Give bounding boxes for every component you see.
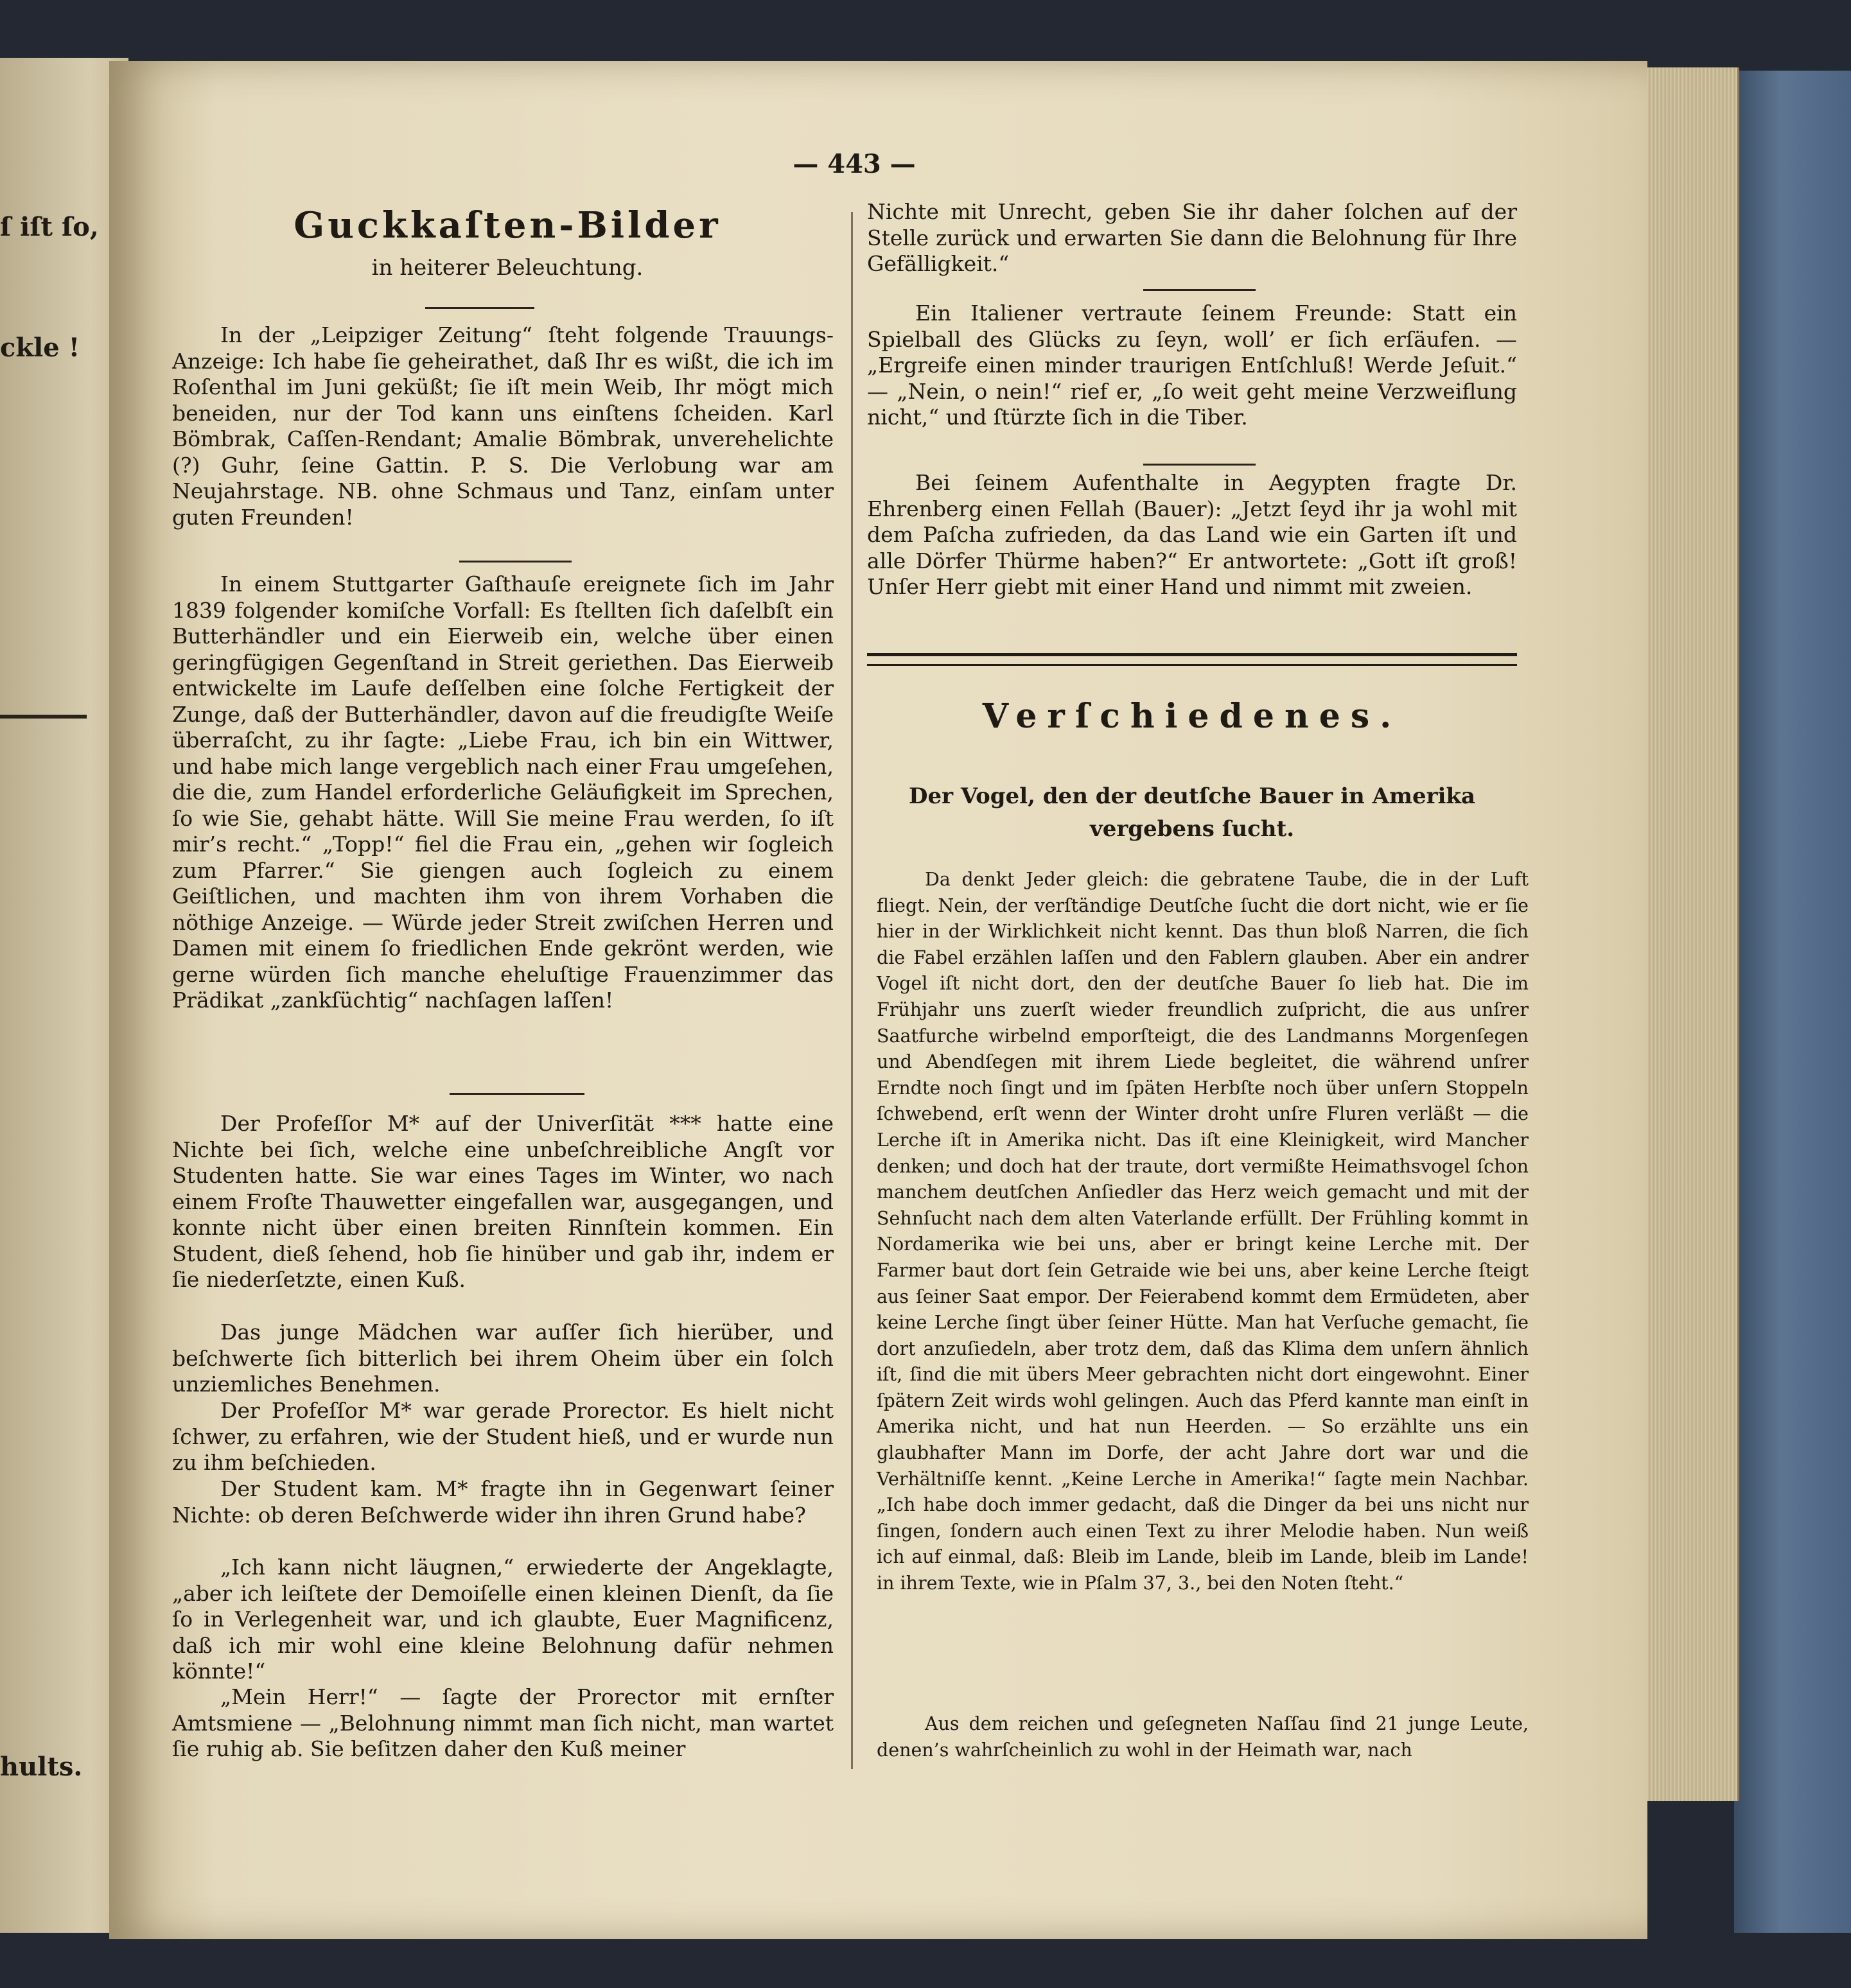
book-cover-edge [1734, 71, 1851, 1933]
article-paragraph: Nichte mit Unrecht, geben Sie ihr daher ſolchen auf der Stelle zurück und erwarten Sie dann die Belohnung für Ihre Gefälligkeit.“ [867, 199, 1517, 276]
separator-rule [425, 307, 534, 309]
previous-page-rule [0, 715, 87, 719]
article-body: Da denkt Jeder gleich: die gebratene Taube, die in der Luft fliegt. Nein, der verſtändige Deutſche ſucht die dort nicht, wie er ſie hier in der Wirklichkeit nicht kennt. Das thun bloß Narren, die ſich die Fabel erzählen laſſen und den Fablern glauben. Aber ein andrer Vogel iſt nicht dort, den der deutſche Bauer ſo lieb hat. Die im Frühjahr uns zuerſt wieder freundlich zuſpricht, die aus unſrer Saatfurche wirbelnd emporſteigt, die des Landmanns Morgenſegen und Abendſegen mit ihrem Liede begleitet, die während unſrer Erndte noch ſingt und im ſpäten Herbſte noch über unſern Stoppeln ſchwebend, erſt wenn der Winter droht unſre Fluren verläßt — die Lerche iſt in Amerika nicht. Das iſt eine Kleinigkeit, wird Mancher denken; und doch hat der traute, dort vermißte Heimathsvogel ſchon manchem deutſchen Anſiedler das Herz weich gemacht und mit der Sehnſucht nach dem alten Vaterlande erfüllt. Der Frühling kommt in Nordamerika wie bei uns, aber er bringt keine Lerche mit. Der Farmer baut dort ſein Getraide wie bei uns, aber keine Lerche ſteigt aus ſeiner Saat empor. Der Feierabend kommt dem Ermüdeten, aber keine Lerche ſingt über ſeiner Hütte. Man hat Verſuche gemacht, ſie dort anzuſiedeln, aber trotz dem, daß das Klima dem unſern ähnlich iſt, ſind die mit übers Meer gebrachten nicht dort eingewohnt. Einer ſpätern Zeit wirds wohl gelingen. Auch das Pferd kannte man einſt in Amerika nicht, und hat nun Heerden. — So erzählte uns ein glaubhafter Mann im Dorfe, der acht Jahre dort war und die Verhältniſſe kennt. „Keine Lerche in Amerika!“ ſagte mein Nachbar. „Ich habe doch immer gedacht, daß die Dinger da bei uns nicht nur ſingen, ſondern auch einen Text zu ihrer Melodie haben. Nun weiß ich auf einmal, daß: Bleib im Lande, bleib im Lande, bleib im Lande! in ihrem Texte, wie in Pſalm 37, 3., bei den Noten ſteht.“ [877, 869, 1529, 1594]
section-double-rule [867, 653, 1517, 666]
article-heading: Der Vogel, den der deutſche Bauer in Amerika vergebens ſucht. [908, 783, 1475, 842]
article-paragraph: Ein Italiener vertraute ſeinem Freunde: Statt ein Spielball des Glücks zu ſeyn, woll’ er ſich erſäufen. — „Ergreife einen minder traurigen Entſchluß! Werde Jeſuit.“ — „Nein, o nein!“ rief er, „ſo weit geht meine Verzweiflung nicht,“ und ſtürzte ſich in die Tiber. [867, 301, 1517, 430]
page-number: — 443 — [793, 149, 916, 179]
article-paragraph: Der Student kam. M* fragte ihn in Gegenwart ſeiner Nichte: ob deren Beſchwerde wider ihn ihren Grund habe? [172, 1476, 834, 1528]
previous-page-fragment: ckle ! [0, 333, 80, 363]
column-divider [851, 212, 853, 1769]
separator-rule [1143, 289, 1256, 291]
previous-page-fragment: ſ iſt ſo, [0, 212, 99, 242]
article-subtitle: in heiterer Beleuchtung. [371, 255, 644, 281]
article-paragraph: Der Profeſſor M* war gerade Prorector. Es hielt nicht ſchwer, zu erfahren, wie der Student hieß, und er wurde nun zu ihm beſchieden. [172, 1398, 834, 1475]
article-paragraph: Bei ſeinem Aufenthalte in Aegypten fragte Dr. Ehrenberg einen Fellah (Bauer): „Jetzt ſeyd ihr ja wohl mit dem Paſcha zufrieden, da das Land wie ein Garten iſt und alle Dörfer Thürme haben?“ Er antwortete: „Gott iſt groß! Unſer Herr giebt mit einer Hand und nimmt mit zweien. [867, 470, 1517, 599]
article-paragraph: Der Profeſſor M* auf der Univerſität *** hatte eine Nichte bei ſich, welche eine unbeſchreibliche Angſt vor Studenten hatte. Sie war eines Tages im Winter, wo nach einem Froſte Thauwetter eingefallen war, ausgegangen, und konnte nicht über einen breiten Rinnſtein kommen. Ein Student, dieß ſehend, hob ſie hinüber und gab ihr, indem er ſie niederſetzte, einen Kuß. [172, 1111, 834, 1292]
separator-rule [450, 1093, 584, 1095]
page-stack-edge [1644, 67, 1739, 1801]
article-paragraph: Das junge Mädchen war auſſer ſich hierüber, und beſchwerte ſich bitterlich bei ihrem Oheim über ein ſolch unziemliches Benehmen. [172, 1320, 834, 1397]
article-paragraph: In einem Stuttgarter Gaſthauſe ereignete ſich im Jahr 1839 folgender komiſche Vorfall: Es ſtellten ſich daſelbſt ein Butterhändler und ein Eierweib ein, welche über einen geringfügigen Gegenſtand in Streit geriethen. Das Eierweib entwickelte im Laufe deſſelben eine ſolche Fertigkeit der Zunge, daß der Butterhändler, davon auf die freudigſte Weiſe überraſcht, zu ihr ſagte: „Liebe Frau, ich bin ein Wittwer, und habe mich lange vergeblich nach einer Frau umgeſehen, die die, zum Handel erforderliche Geläufigkeit im Sprechen, ſo wie Sie, gehabt hätte. Will Sie meine Frau werden, ſo iſt mir’s recht.“ „Topp!“ fiel die Frau ein, „gehen wir ſogleich zum Pfarrer.“ Sie giengen auch ſogleich zu einem Geiſtlichen, und machten ihm von ihrem Vorhaben die nöthige Anzeige. — Würde jeder Streit zwiſchen Herren und Damen mit einem ſo friedlichen Ende gekrönt werden, wie gerne würden ſich manche eheluſtige Frauenzimmer das Prädikat „zankſüchtig“ nachſagen laſſen! [172, 571, 834, 1013]
article-paragraph: „Mein Herr!“ — ſagte der Prorector mit ernſter Amtsmiene — „Belohnung nimmt man ſich nicht, man wartet ſie ruhig ab. Sie beſitzen daher den Kuß meiner [172, 1684, 834, 1761]
separator-rule [459, 561, 572, 562]
section-title: Verſchiedenes. [982, 697, 1402, 736]
separator-rule [1143, 464, 1256, 466]
article-paragraph: Aus dem reichen und geſegneten Naſſau ſind 21 junge Leute, denen’s wahrſcheinlich zu wohl in der Heimath war, nach [877, 1713, 1529, 1761]
article-title: Guckkaſten-Bilder [294, 204, 721, 247]
article-paragraph: In der „Leipziger Zeitung“ ſteht folgende Trauungs-Anzeige: Ich habe ſie geheirathet, daß Ihr es wißt, die ich im Roſenthal im Juni geküßt; ſie iſt mein Weib, Ihr mögt mich beneiden, nur der Tod kann uns einſtens ſcheiden. Karl Bömbrak, Caſſen-Rendant; Amalie Bömbrak, unverehelichte (?) Guhr, ſeine Gattin. P. S. Die Verlobung war am Neujahrstage. NB. ohne Schmaus und Tanz, einſam unter guten Freunden! [172, 322, 834, 530]
article-paragraph: „Ich kann nicht läugnen,“ erwiederte der Angeklagte, „aber ich leiſtete der Demoiſelle einen kleinen Dienſt, da ſie ſo in Verlegenheit war, und ich glaubte, Euer Magnificenz, daß ich mir wohl eine kleine Belohnung dafür nehmen könnte!“ [172, 1555, 834, 1684]
previous-page-fragment: hults. [0, 1752, 83, 1782]
